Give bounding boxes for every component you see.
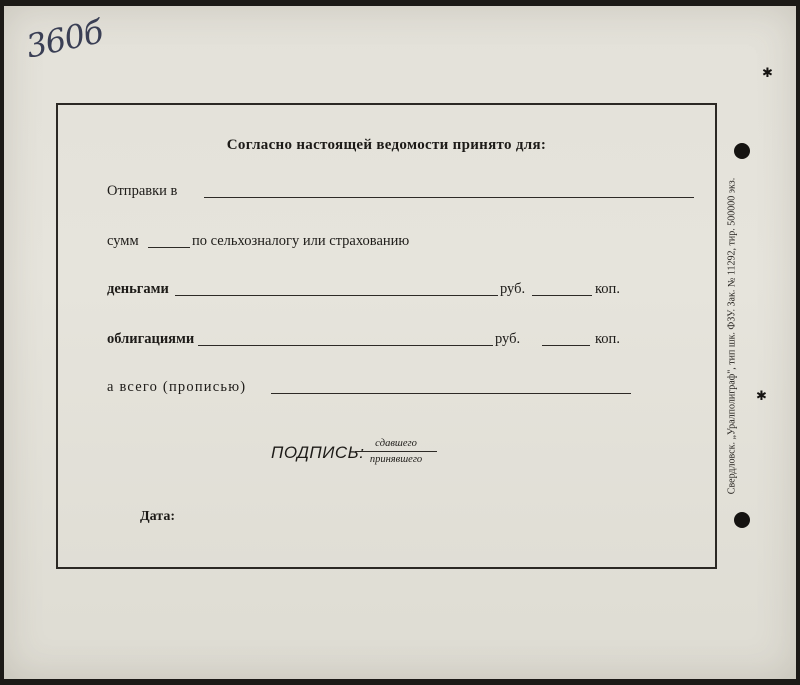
printer-imprint: Свердловск. „Уралполиграф", тип шк. ФЗУ. Зак. № 11292, тир. 500000 экз. [726, 177, 738, 495]
money-rub-label: руб. [500, 281, 526, 297]
form-title: Согласно настоящей ведомости принято для: [226, 137, 547, 153]
money-label: деньгами [107, 281, 169, 297]
signature-fraction [355, 438, 437, 465]
total-field-line [271, 393, 631, 394]
signature-top: сдавшего [355, 438, 437, 452]
money-field-line [175, 295, 498, 296]
bonds-rub-line [542, 345, 590, 346]
bonds-rub-label: руб. [495, 331, 521, 347]
corner-mark-middle: ✱ [756, 388, 767, 403]
total-label: а всего (прописью) [107, 379, 247, 395]
sums-count-line [148, 247, 190, 248]
handwritten-number: 360б [22, 12, 106, 66]
bonds-label: облигациями [107, 331, 195, 347]
punch-hole-bottom [734, 512, 750, 528]
sums-label: сумм [107, 233, 139, 249]
document-sheet [4, 6, 796, 679]
money-kop-label: коп. [595, 281, 620, 297]
shipment-field-line [204, 197, 694, 198]
bonds-field-line [198, 345, 493, 346]
signature-bottom: принявшего [369, 454, 423, 465]
punch-hole-top [734, 143, 750, 159]
shipment-label: Отправки в [107, 183, 178, 199]
sums-suffix: по сельхозналогу или страхованию [192, 233, 410, 249]
form-frame [56, 103, 717, 569]
bonds-kop-label: коп. [595, 331, 620, 347]
corner-mark-top: ✱ [762, 65, 773, 80]
money-rub-line [532, 295, 592, 296]
date-label: Дата: [140, 509, 175, 524]
signature-label: ПОДПИСЬ: [271, 443, 365, 462]
